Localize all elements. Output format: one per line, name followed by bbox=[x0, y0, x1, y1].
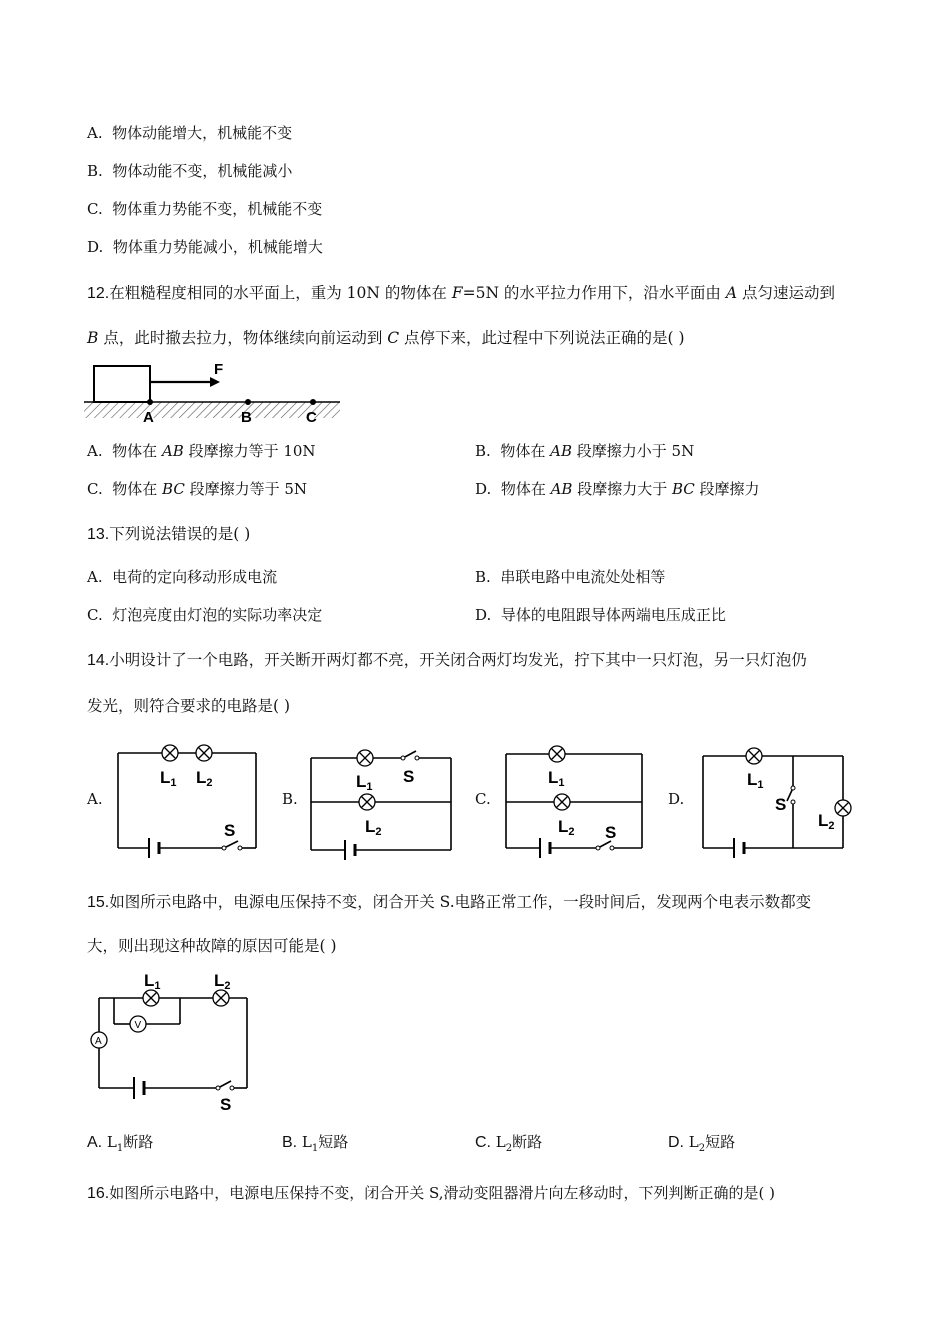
q15-stem-line1: 15.如图所示电路中，电源电压保持不变，闭合开关 S.电路正常工作，一段时间后，发现两个电表示数都变 bbox=[87, 893, 812, 911]
q14-circuit-a bbox=[112, 740, 262, 865]
svg-text:A: A bbox=[95, 1036, 102, 1047]
ground-hatch bbox=[84, 402, 340, 418]
force-arrowhead bbox=[210, 377, 220, 387]
q16-stem: 16.如图所示电路中，电源电压保持不变，闭合开关 S,滑动变阻器滑片向左移动时，下列判断正确的是( ) bbox=[87, 1184, 776, 1202]
q15-circuit bbox=[84, 964, 264, 1116]
svg-text:V: V bbox=[134, 1020, 142, 1031]
voltmeter-icon bbox=[130, 1016, 146, 1032]
svg-text:S: S bbox=[403, 767, 415, 786]
q14-circuit-b-letter: B. bbox=[282, 790, 298, 808]
q14-circuit-b bbox=[305, 740, 460, 865]
q14-circuit-c-letter: C. bbox=[475, 790, 491, 808]
q13-stem: 13.下列说法错误的是( ) bbox=[87, 525, 251, 543]
q15-stem-line2: 大，则出现这种故障的原因可能是( ) bbox=[87, 937, 337, 955]
battery-icon bbox=[134, 1077, 144, 1099]
svg-text:L2: L2 bbox=[818, 811, 835, 832]
svg-text:S: S bbox=[605, 823, 617, 842]
q11-option-a: A. 物体动能增大，机械能不变 bbox=[87, 124, 293, 142]
battery-icon bbox=[540, 838, 550, 858]
q12-option-d: D. 物体在 AB 段摩擦力大于 BC 段摩擦力 bbox=[475, 480, 760, 498]
svg-text:L1: L1 bbox=[356, 772, 373, 793]
q13-option-c: C. 灯泡亮度由灯泡的实际功率决定 bbox=[87, 606, 323, 624]
svg-text:L2: L2 bbox=[214, 971, 231, 992]
svg-text:L1: L1 bbox=[144, 971, 161, 992]
q14-circuit-c bbox=[500, 738, 650, 863]
q14-circuit-a-letter: A. bbox=[87, 790, 103, 808]
block bbox=[94, 366, 150, 402]
q12-figure bbox=[84, 360, 344, 428]
force-label: F bbox=[214, 361, 224, 378]
svg-text:S: S bbox=[224, 821, 236, 840]
svg-text:L2: L2 bbox=[196, 768, 213, 789]
q11-option-c: C. 物体重力势能不变，机械能不变 bbox=[87, 200, 323, 218]
ammeter-icon bbox=[91, 1032, 107, 1048]
q15-option-a: A. $L_1$断路 bbox=[87, 1133, 154, 1154]
q12-option-c: C. 物体在 BC 段摩擦力等于 5N bbox=[87, 480, 308, 498]
q15-option-d: D. $L_2$短路 bbox=[668, 1133, 736, 1154]
svg-text:L2: L2 bbox=[365, 817, 382, 838]
point-b-label: B bbox=[241, 409, 252, 426]
q14-circuit-d-letter: D. bbox=[668, 790, 685, 808]
point-b bbox=[245, 399, 251, 405]
battery-icon bbox=[734, 838, 744, 858]
q11-option-b: B. 物体动能不变，机械能减小 bbox=[87, 162, 293, 180]
svg-text:S: S bbox=[220, 1095, 232, 1114]
battery-icon bbox=[149, 838, 159, 858]
battery-icon bbox=[345, 840, 355, 860]
point-c bbox=[310, 399, 316, 405]
q14-stem-line1: 14.小明设计了一个电路，开关断开两灯都不亮，开关闭合两灯均发光，拧下其中一只灯泡，另一只灯泡仍 bbox=[87, 651, 807, 669]
q15-option-b: B. $L_1$短路 bbox=[282, 1133, 349, 1154]
svg-text:L1: L1 bbox=[747, 770, 764, 791]
q14-circuit-d bbox=[697, 740, 857, 865]
point-a-label: A bbox=[143, 409, 154, 426]
svg-text:L1: L1 bbox=[548, 768, 565, 789]
q13-option-d: D. 导体的电阻跟导体两端电压成正比 bbox=[475, 606, 726, 624]
q12-stem-line1: 12.在粗糙程度相同的水平面上，重为 10N 的物体在 F=5N 的水平拉力作用下，沿水平面由 A 点匀速运动到 bbox=[87, 284, 836, 302]
point-a bbox=[147, 399, 153, 405]
q15-option-c: C. $L_2$断路 bbox=[475, 1133, 543, 1154]
q12-option-a: A. 物体在 AB 段摩擦力等于 10N bbox=[87, 442, 316, 460]
svg-text:L1: L1 bbox=[160, 768, 177, 789]
q12-stem-line2: B 点，此时撤去拉力，物体继续向前运动到 C 点停下来，此过程中下列说法正确的是( ) bbox=[87, 329, 685, 347]
q14-stem-line2: 发光，则符合要求的电路是( ) bbox=[87, 697, 291, 715]
point-c-label: C bbox=[306, 409, 317, 426]
q12-option-b: B. 物体在 AB 段摩擦力小于 5N bbox=[475, 442, 695, 460]
q11-option-d: D. 物体重力势能减小，机械能增大 bbox=[87, 238, 323, 256]
svg-text:L2: L2 bbox=[558, 817, 575, 838]
q13-option-a: A. 电荷的定向移动形成电流 bbox=[87, 568, 278, 586]
q13-option-b: B. 串联电路中电流处处相等 bbox=[475, 568, 666, 586]
svg-text:S: S bbox=[775, 795, 787, 814]
